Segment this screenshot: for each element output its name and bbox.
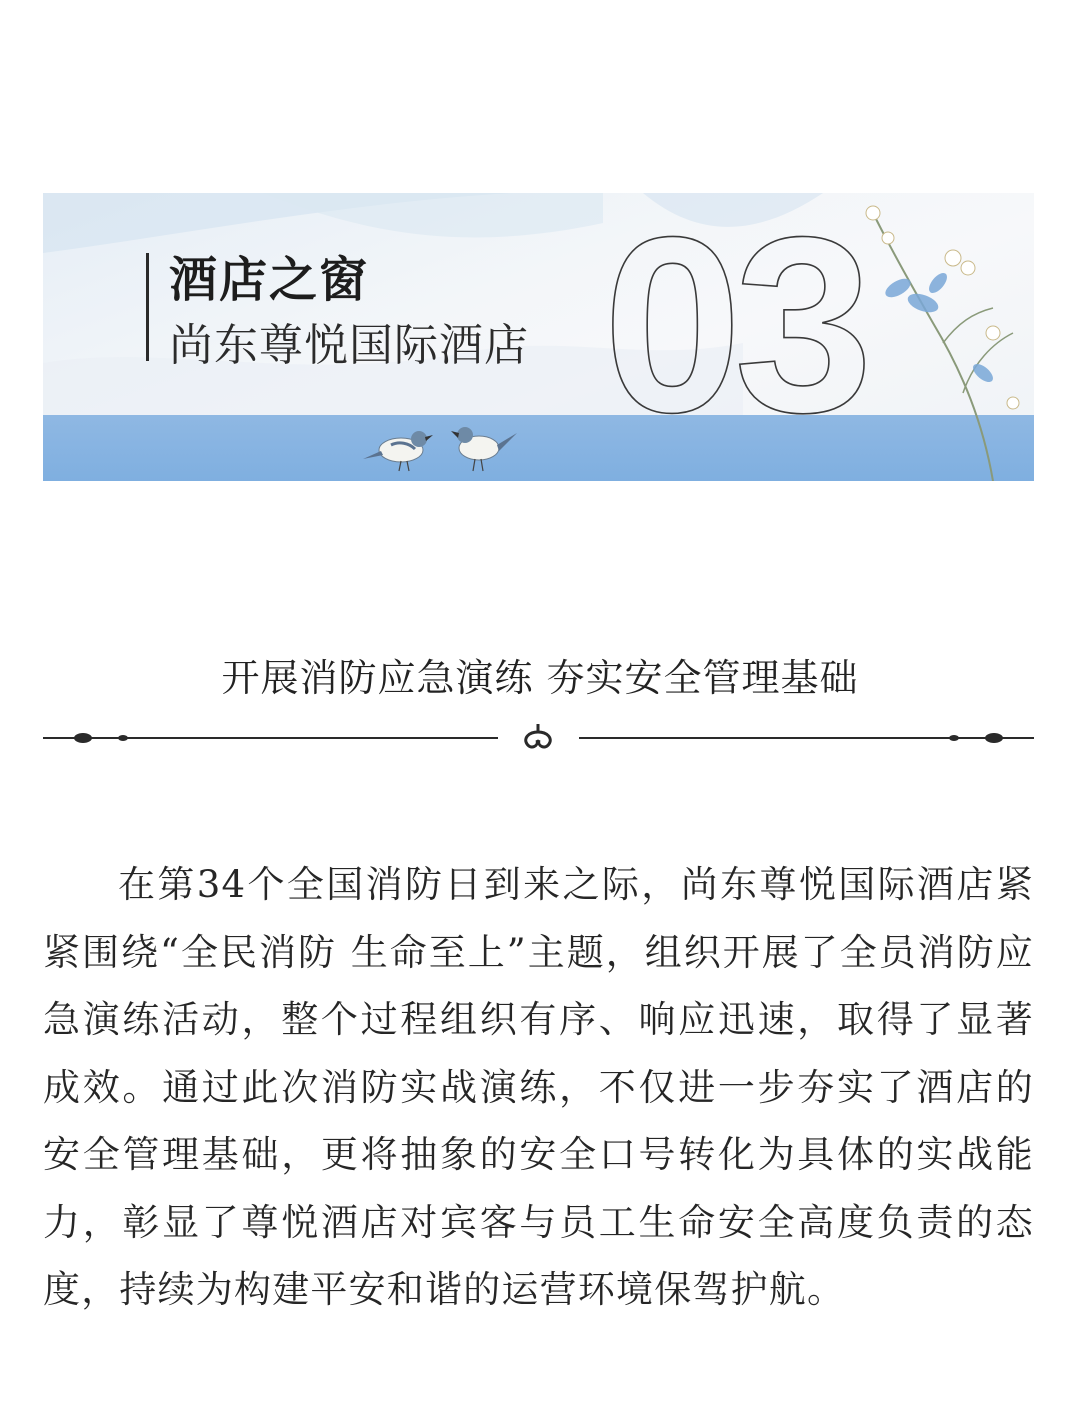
ornamental-divider <box>43 716 1034 760</box>
issue-number <box>603 201 873 415</box>
section-title: 开展消防应急演练 夯实安全管理基础 <box>221 656 859 700</box>
article-paragraph: 在第34个全国消防日到来之际，尚东尊悦国际酒店紧紧围绕“全民消防 生命至上”主题，组织开展了全员消防应急演练活动，整个过程组织有序、响应迅速，取得了显著成效。通过此次消防实战演练，不仅进一步夯实了酒店的安全管理基础，更将抽象的安全口号转化为具体的实战能力，彰显了尊悦酒店对宾客与员工生命安全高度负责的态度，持续为构建平安和谐的运营环境保驾护航。 <box>43 863 1034 1311</box>
svg-text:03: 03 <box>603 201 866 415</box>
bird-icon <box>361 415 521 481</box>
banner-title: 酒店之窗 <box>169 252 370 308</box>
title-accent-bar <box>146 253 149 361</box>
banner-subtitle: 尚东尊悦国际酒店 <box>169 320 529 371</box>
scroll-ornament-icon <box>526 724 551 747</box>
banner <box>43 193 1034 481</box>
